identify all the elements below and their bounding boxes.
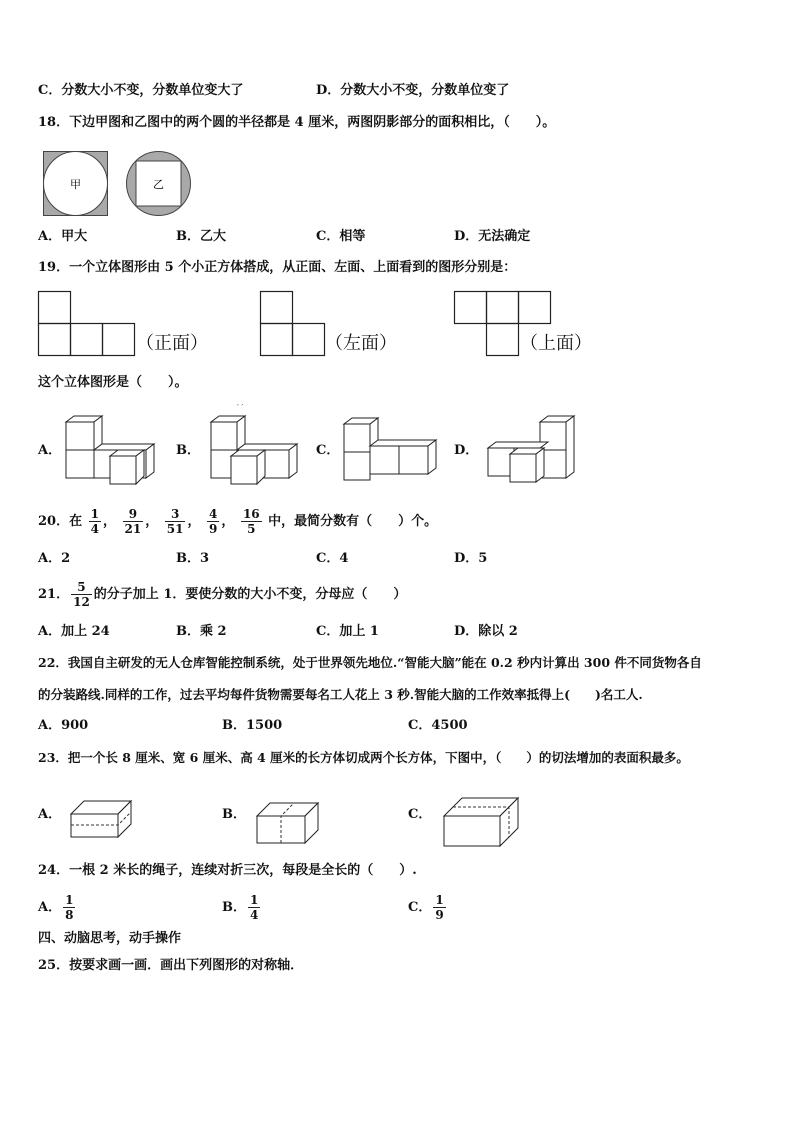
q23-option-a: A． xyxy=(38,807,62,822)
q17-option-c: C．分数大小不变，分数单位变大了 xyxy=(38,83,244,98)
q22-option-c: C．4500 xyxy=(408,718,468,733)
q17-option-d: D．分数大小不变，分数单位变了 xyxy=(316,83,510,98)
q21-option-b: B．乘 2 xyxy=(176,624,227,639)
q22-line-1: 22．我国自主研发的无人仓库智能控制系统，处于世界领先地位.“智能大脑”能在 0.2 秒内计算出 300 件不同货物各自 xyxy=(38,655,702,670)
q22-option-a: A．900 xyxy=(38,718,89,733)
q20-text: 20．在 $\frac{1}{4}$ ， $\frac{9}{21}$ ， $\frac{3}{51}$ ， $\frac{4}{9}$ ， $\frac{16}{5}$ 中，最简分数有（ ）个。 xyxy=(38,507,438,536)
q20-suffix: 中，最简分数有（ ）个。 xyxy=(268,514,438,529)
q19-top-caption: （上面） xyxy=(520,333,592,354)
q18-figure-jia xyxy=(43,151,109,217)
section-4-title: 四、动脑思考，动手操作 xyxy=(38,931,182,946)
q23-option-b-figure xyxy=(256,800,326,846)
q19-text: 19．一个立体图形由 5 个小正方体搭成，从正面、左面、上面看到的图形分别是： xyxy=(38,260,517,275)
q21-text: 21． $\frac{5}{12}$ 的分子加上 1．要使分数的大小不变，分母应（ ） xyxy=(38,580,407,609)
q18-option-c: C．相等 xyxy=(316,229,366,244)
q20-prefix: 20．在 xyxy=(38,514,83,529)
q19-option-c-figure xyxy=(342,414,442,486)
q23-option-b: B． xyxy=(222,807,246,822)
q21-option-a: A．加上 24 xyxy=(38,624,110,639)
q21-option-c: C．加上 1 xyxy=(316,624,379,639)
q20-fraction-2: $\frac{9}{21}$ xyxy=(124,507,142,536)
q19-option-a-figure xyxy=(62,414,162,486)
q20-option-d: D．5 xyxy=(454,551,488,566)
q21-fraction: $\frac{5}{12}$ xyxy=(73,580,90,609)
q23-option-a-figure xyxy=(70,800,140,840)
q19-option-d: D． xyxy=(454,443,479,458)
q22-line-2: 的分装路线.同样的工作，过去平均每件货物需要每名工人花上 3 秒.智能大脑的工作效率抵得上( )名工人. xyxy=(38,687,643,702)
q20-option-c: C．4 xyxy=(316,551,349,566)
q19-option-d-figure xyxy=(488,414,588,486)
q19-ask: 这个立体图形是（ ）。 xyxy=(38,375,188,390)
q19-option-c: C． xyxy=(316,443,340,458)
svg-text:′ ′: ′ ′ xyxy=(237,403,244,412)
q22-option-b: B．1500 xyxy=(222,718,283,733)
q24-option-a-fraction: $\frac{1}{8}$ xyxy=(65,893,74,922)
q24-option-b-fraction: $\frac{1}{4}$ xyxy=(250,893,259,922)
q19-option-a: A． xyxy=(38,443,62,458)
q18-option-d: D．无法确定 xyxy=(454,229,531,244)
q24-text: 24．一根 2 米长的绳子，连续对折三次，每段是全长的（ ）. xyxy=(38,863,417,878)
q19-front-caption: （正面） xyxy=(136,333,208,354)
q20-fraction-5: $\frac{16}{5}$ xyxy=(242,507,260,536)
q20-option-b: B．3 xyxy=(176,551,210,566)
q18-figure-yi xyxy=(126,151,192,217)
q20-option-a: A．2 xyxy=(38,551,71,566)
q25-text: 25．按要求画一画．画出下列图形的对称轴． xyxy=(38,958,304,973)
q18-label-jia: 甲 xyxy=(70,178,81,191)
q24-option-c: C． $\frac{1}{9}$ xyxy=(408,893,444,922)
q20-fraction-4: $\frac{4}{9}$ xyxy=(209,507,218,536)
q19-option-b: B． xyxy=(176,443,200,458)
q18-text: 18．下边甲图和乙图中的两个圆的半径都是 4 厘米，两图阴影部分的面积相比，（ ）。 xyxy=(38,115,556,130)
q18-option-b: B．乙大 xyxy=(176,229,226,244)
q23-text: 23．把一个长 8 厘米、宽 6 厘米、高 4 厘米的长方体切成两个长方体，下图中，（ ）的切法增加的表面积最多。 xyxy=(38,750,689,765)
q24-option-a: A． $\frac{1}{8}$ xyxy=(38,893,74,922)
q24-option-b: B． $\frac{1}{4}$ xyxy=(222,893,259,922)
q18-label-yi: 乙 xyxy=(153,178,164,191)
q19-option-b-figure xyxy=(205,403,305,486)
q19-left-caption: （左面） xyxy=(325,333,397,354)
q21-option-d: D．除以 2 xyxy=(454,624,518,639)
q23-option-c-figure xyxy=(442,796,522,846)
q20-fraction-1: $\frac{1}{4}$ xyxy=(90,507,99,536)
q20-fraction-3: $\frac{3}{51}$ xyxy=(166,507,184,536)
q18-option-a: A．甲大 xyxy=(38,229,88,244)
q24-option-c-fraction: $\frac{1}{9}$ xyxy=(435,893,444,922)
q23-option-c: C． xyxy=(408,807,432,822)
